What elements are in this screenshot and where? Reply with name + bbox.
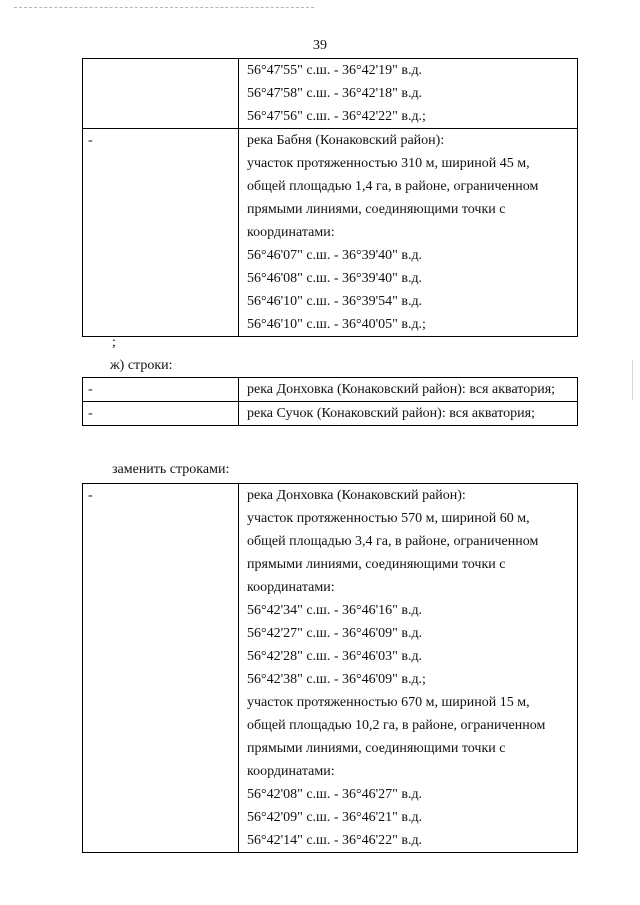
table-cell-text (239, 129, 578, 337)
table-row (83, 484, 578, 853)
table-cell-marker: - (83, 484, 239, 853)
coordinate-line: 56°42'28" с.ш. - 36°46'03" в.д. (247, 649, 423, 664)
text-line: координатами: (247, 764, 335, 779)
rows-to-replace-table (82, 377, 578, 426)
coordinate-line: 56°47'58" с.ш. - 36°42'18" в.д. (247, 86, 423, 101)
coordinate-line: 56°46'10" с.ш. - 36°39'54" в.д. (247, 294, 423, 309)
table-cell-marker: - (83, 402, 239, 426)
text-line: участок протяженностью 310 м, шириной 45 м, (247, 156, 530, 171)
table-row (83, 402, 578, 426)
page-number: 39 (313, 38, 327, 53)
text-line: общей площадью 3,4 га, в районе, ограниченном (247, 534, 539, 549)
text-line: прямыми линиями, соединяющими точки с (247, 741, 506, 756)
semicolon-text: ; (112, 335, 116, 350)
text-line: прямыми линиями, соединяющими точки с (247, 202, 506, 217)
table-cell-marker: - (83, 129, 239, 337)
replace-heading: заменить строками: (112, 462, 230, 477)
coordinate-line: 56°42'27" с.ш. - 36°46'09" в.д. (247, 626, 423, 641)
table-cell-text (239, 59, 578, 129)
coordinate-line: 56°46'07" с.ш. - 36°39'40" в.д. (247, 248, 423, 263)
text-line: участок протяженностью 670 м, шириной 15 м, (247, 695, 530, 710)
item-heading: ж) строки: (110, 358, 173, 373)
coordinate-line: 56°47'56" с.ш. - 36°42'22" в.д.; (247, 109, 426, 124)
river-entry: река Донховка (Конаковский район): вся акватория; (247, 382, 556, 397)
text-line: координатами: (247, 225, 335, 240)
text-line: участок протяженностью 570 м, шириной 60 м, (247, 511, 530, 526)
coordinate-line: 56°42'09" с.ш. - 36°46'21" в.д. (247, 810, 423, 825)
river-entry: река Сучок (Конаковский район): вся акватория; (247, 406, 535, 421)
coordinate-line: 56°47'55" с.ш. - 36°42'19" в.д. (247, 63, 423, 78)
text-line: общей площадью 10,2 га, в районе, ограниченном (247, 718, 546, 733)
coordinate-line: 56°42'38" с.ш. - 36°46'09" в.д.; (247, 672, 426, 687)
coordinate-line: 56°42'14" с.ш. - 36°46'22" в.д. (247, 833, 423, 848)
table-cell-marker: - (83, 378, 239, 402)
text-line: прямыми линиями, соединяющими точки с (247, 557, 506, 572)
table-cell-text (239, 402, 578, 426)
table-cell-text (239, 484, 578, 853)
coordinates-table-1 (82, 58, 578, 337)
table-cell-marker (83, 59, 239, 129)
text-line: координатами: (247, 580, 335, 595)
table-row (83, 129, 578, 337)
text-line: общей площадью 1,4 га, в районе, ограниченном (247, 179, 539, 194)
coordinate-line: 56°46'10" с.ш. - 36°40'05" в.д.; (247, 317, 426, 332)
table-row (83, 59, 578, 129)
river-title: река Донховка (Конаковский район): (247, 488, 466, 503)
coordinate-line: 56°42'08" с.ш. - 36°46'27" в.д. (247, 787, 423, 802)
scan-artifact-line (14, 7, 314, 8)
replacement-rows-table (82, 483, 578, 853)
river-title: река Бабня (Конаковский район): (247, 133, 445, 148)
coordinate-line: 56°46'08" с.ш. - 36°39'40" в.д. (247, 271, 423, 286)
coordinate-line: 56°42'34" с.ш. - 36°46'16" в.д. (247, 603, 423, 618)
table-cell-text (239, 378, 578, 402)
scan-artifact-edge (632, 360, 634, 400)
table-row (83, 378, 578, 402)
